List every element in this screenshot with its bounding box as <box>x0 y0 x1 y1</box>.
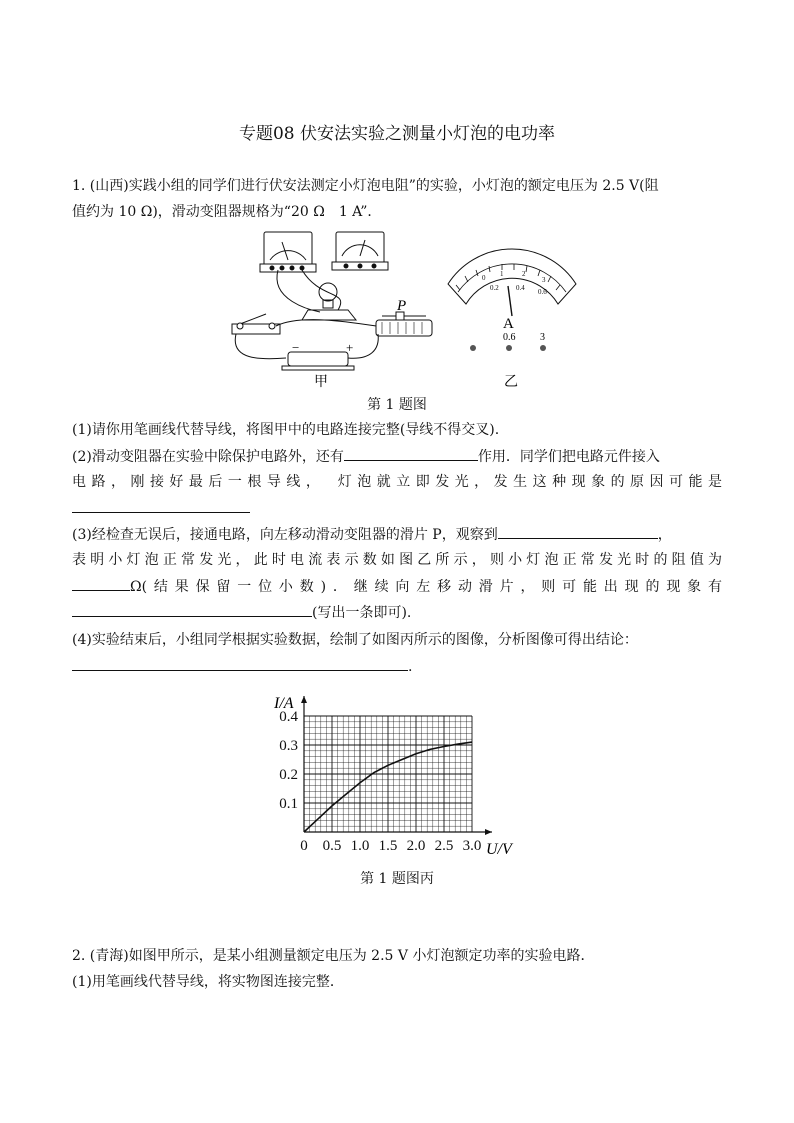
ammeter-terminal-minus <box>470 345 476 351</box>
y-tick-label: 0.4 <box>279 709 298 725</box>
dial-label-02: 0.2 <box>490 284 499 292</box>
y-tick-label: 0.1 <box>279 796 298 812</box>
x-axis-arrow <box>485 829 492 835</box>
y-tick-label: 0.3 <box>279 738 298 754</box>
figure1c-caption: 第 1 题图丙 <box>360 871 434 887</box>
q1-part2-text-b: 作用．同学们把电路元件接入 <box>477 449 660 465</box>
y-axis-arrow <box>301 696 307 703</box>
q1-part3-text-a: (3)经检查无误后，接通电路，向左移动滑动变阻器的滑片 P，观察到 <box>72 527 498 543</box>
q1-part4-end: . <box>408 659 413 675</box>
x-axis-label: U/V <box>486 841 512 858</box>
q1-part3-line2: 表明小灯泡正常发光，此时电流表示数如图乙所示，则小灯泡正常发光时的阻值为 <box>72 552 722 568</box>
bulb-device <box>302 283 356 320</box>
answer-blank-4[interactable] <box>72 656 408 671</box>
figure-jia-label: 甲 <box>314 375 328 390</box>
slider-label-p: P <box>397 298 407 314</box>
ammeter-letter: A <box>503 316 514 332</box>
ammeter-dial <box>448 249 576 316</box>
graph-axes <box>301 696 492 835</box>
q1-part2-line2: 电路，刚接好最后一根导线， 灯泡就立即发光，发生这种现象的原因可能是 <box>72 474 722 490</box>
x-tick-label: 0.5 <box>322 838 342 854</box>
q2-stem-line1: 2. (青海)如图甲所示，是某小组测量额定电压为 2.5 V 小灯泡额定功率的实验电路． <box>72 948 595 964</box>
answer-blank-2a[interactable] <box>344 446 478 461</box>
answer-blank-3b[interactable] <box>72 576 130 591</box>
iu-graph <box>260 680 530 860</box>
ammeter-terminal-3: 3 <box>540 332 545 343</box>
x-tick-label: 3.0 <box>462 838 482 854</box>
q2-part1: (1)用笔画线代替导线，将实物图连接完整． <box>72 974 344 990</box>
ammeter-terminal-06: 0.6 <box>503 332 516 343</box>
x-tick-label: 1.5 <box>378 838 398 854</box>
q1-part3-text-b: ， <box>657 527 672 543</box>
q1-part3-line3 <box>72 576 722 597</box>
q1-part4-line1: (4)实验结束后，小组同学根据实验数据，绘制了如图丙所示的图像，分析图像可得出结论： <box>72 632 638 648</box>
dial-label-2: 2 <box>522 270 526 278</box>
dial-label-3: 3 <box>542 276 546 284</box>
graph-grid <box>304 716 472 832</box>
q1-stem-line1: 1. (山西)实践小组的同学们进行伏安法测定小灯泡电阻”的实验，小灯泡的额定电压为 2.5 V(阻 <box>72 178 659 194</box>
switch-device <box>232 314 280 334</box>
x-tick-label: 2.5 <box>434 838 454 854</box>
q1-part3-text-e: (写出一条即可). <box>312 605 412 621</box>
figure1-caption: 第 1 题图 <box>367 397 427 413</box>
q1-part2-line3 <box>72 498 722 519</box>
q1-stem-line2: 值约为 10 Ω)，滑动变阻器规格为“20 Ω 1 A”． <box>72 204 382 220</box>
q1-part1: (1)请你用笔画线代替导线，将图甲中的电路连接完整(导线不得交叉). <box>72 422 500 438</box>
q1-part2-text-a: (2)滑动变阻器在实验中除保护电路外，还有 <box>72 449 344 465</box>
y-tick-label: 0.2 <box>279 767 298 783</box>
dial-label-0: 0 <box>482 274 486 282</box>
dial-label-1: 1 <box>500 270 504 278</box>
x-tick-label: 1.0 <box>350 838 370 854</box>
dial-label-04: 0.4 <box>516 284 525 292</box>
answer-blank-3c[interactable] <box>72 602 312 617</box>
ammeter-device <box>332 232 388 270</box>
ammeter-terminal-06-knob <box>506 345 512 351</box>
circuit-figure <box>220 230 580 392</box>
x-tick-label: 0 <box>300 838 308 854</box>
voltmeter-device <box>260 232 316 272</box>
ammeter-terminal-3-knob <box>540 345 546 351</box>
figure-yi-label: 乙 <box>504 375 518 390</box>
q1-part3-line1 <box>72 524 722 545</box>
page-title: 专题08 伏安法实验之测量小灯泡的电功率 <box>238 124 556 144</box>
battery-plus-label: + <box>346 340 354 355</box>
battery-minus-label: − <box>292 340 300 355</box>
q1-part3-line4 <box>72 602 722 623</box>
x-tick-label: 2.0 <box>406 838 426 854</box>
rheostat-device <box>376 312 432 336</box>
answer-blank-3a[interactable] <box>498 524 658 539</box>
dial-label-06: 0.6 <box>538 288 547 296</box>
q1-part3-text-d: Ω(结果保留一位小数)．继续向左移动滑片，则可能出现的现象有 <box>130 579 722 595</box>
answer-blank-2b[interactable] <box>72 498 250 513</box>
y-axis-label: I/A <box>274 695 294 712</box>
q1-part2-line1 <box>72 446 722 467</box>
q1-part4-line2 <box>72 656 722 677</box>
